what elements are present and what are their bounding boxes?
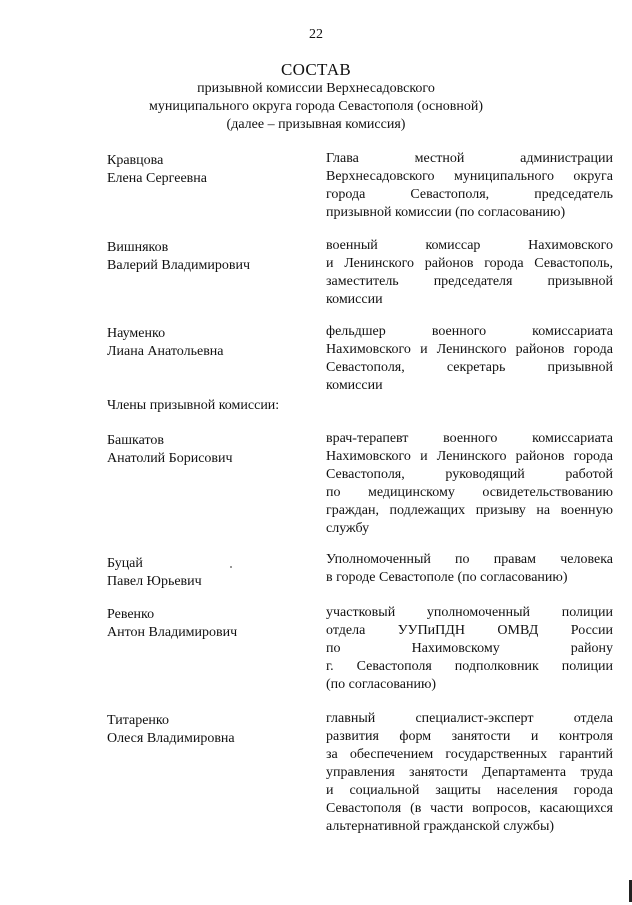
member-surname: Буцай	[107, 556, 143, 571]
role-line: Нахимовского и Ленинского районов города	[326, 342, 613, 357]
role-line: Глава местной администрации	[326, 151, 613, 166]
role-line: Нахимовского и Ленинского районов города	[326, 449, 613, 464]
role-line: Верхнесадовского муниципального округа	[326, 169, 613, 184]
scan-speck	[230, 566, 232, 568]
members-section-label: Члены призывной комиссии:	[107, 398, 280, 413]
role-line: г. Севастополя подполковник полиции	[326, 659, 613, 674]
member-name	[107, 152, 322, 188]
member-name	[107, 606, 322, 642]
subtitle-line: (далее – призывная комиссия)	[226, 117, 406, 132]
role-line: главный специалист-эксперт отдела	[326, 711, 613, 726]
member-name	[107, 712, 322, 748]
member-surname: Ревенко	[107, 607, 155, 622]
member-role	[326, 430, 613, 538]
role-line: города Севастополя, председатель	[326, 187, 613, 202]
member-given-names: Лиана Анатольевна	[107, 344, 224, 359]
subtitle-line: муниципального округа города Севастополя (основной)	[148, 99, 484, 114]
member-given-names: Олеся Владимировна	[107, 731, 235, 746]
member-name	[107, 555, 322, 591]
page-number: 22	[309, 27, 323, 42]
role-line: управления занятости Департамента труда	[326, 765, 613, 780]
role-line: заместитель председателя призывной	[326, 274, 613, 289]
subtitle-line: призывной комиссии Верхнесадовского	[197, 81, 435, 96]
member-role	[326, 710, 613, 836]
document-title: СОСТАВ	[280, 60, 352, 79]
role-line: альтернативной гражданской службы)	[326, 819, 555, 834]
role-line: за обеспечением государственных гарантий	[326, 747, 613, 762]
member-given-names: Валерий Владимирович	[107, 258, 251, 273]
role-line: развития форм занятости и контроля	[326, 729, 613, 744]
role-line: и Ленинского районов города Севастополь,	[326, 256, 613, 271]
member-role	[326, 604, 613, 694]
role-line: и социальной защиты населения города	[326, 783, 613, 798]
role-line: Уполномоченный по правам человека	[326, 552, 613, 567]
role-line: граждан, подлежащих призыву на военную	[326, 503, 613, 518]
member-surname: Кравцова	[107, 153, 164, 168]
role-line: фельдшер военного комиссариата	[326, 324, 613, 339]
member-surname: Науменко	[107, 326, 166, 341]
role-line: участковый уполномоченный полиции	[326, 605, 613, 620]
document-header	[0, 60, 632, 134]
role-line: комиссии	[326, 292, 383, 307]
member-given-names: Елена Сергеевна	[107, 171, 207, 186]
role-line: призывной комиссии (по согласованию)	[326, 205, 566, 220]
member-name	[107, 325, 322, 361]
member-given-names: Анатолий Борисович	[107, 451, 233, 466]
member-role	[326, 150, 613, 222]
member-role	[326, 237, 613, 309]
role-line: (по согласованию)	[326, 677, 437, 692]
member-given-names: Павел Юрьевич	[107, 574, 202, 589]
role-line: комиссии	[326, 378, 383, 393]
member-role	[326, 323, 613, 395]
role-line: Севастополя, секретарь призывной	[326, 360, 613, 375]
role-line: в городе Севастополе (по согласованию)	[326, 570, 568, 585]
role-line: врач-терапевт военного комиссариата	[326, 431, 613, 446]
role-line: Севастополя (в части вопросов, касающихся	[326, 801, 613, 816]
role-line: Севастополя, руководящий работой	[326, 467, 613, 482]
member-surname: Титаренко	[107, 713, 169, 728]
role-line: военный комиссар Нахимовского	[326, 238, 613, 253]
role-line: по медицинскому освидетельствованию	[326, 485, 613, 500]
role-line: отдела УУПиПДН ОМВД России	[326, 623, 613, 638]
member-given-names: Антон Владимирович	[107, 625, 238, 640]
role-line: службу	[326, 521, 370, 536]
member-name	[107, 432, 322, 468]
member-role	[326, 551, 613, 587]
member-name	[107, 239, 322, 275]
member-surname: Башкатов	[107, 433, 165, 448]
role-line: по Нахимовскому району	[326, 641, 613, 656]
member-surname: Вишняков	[107, 240, 169, 255]
